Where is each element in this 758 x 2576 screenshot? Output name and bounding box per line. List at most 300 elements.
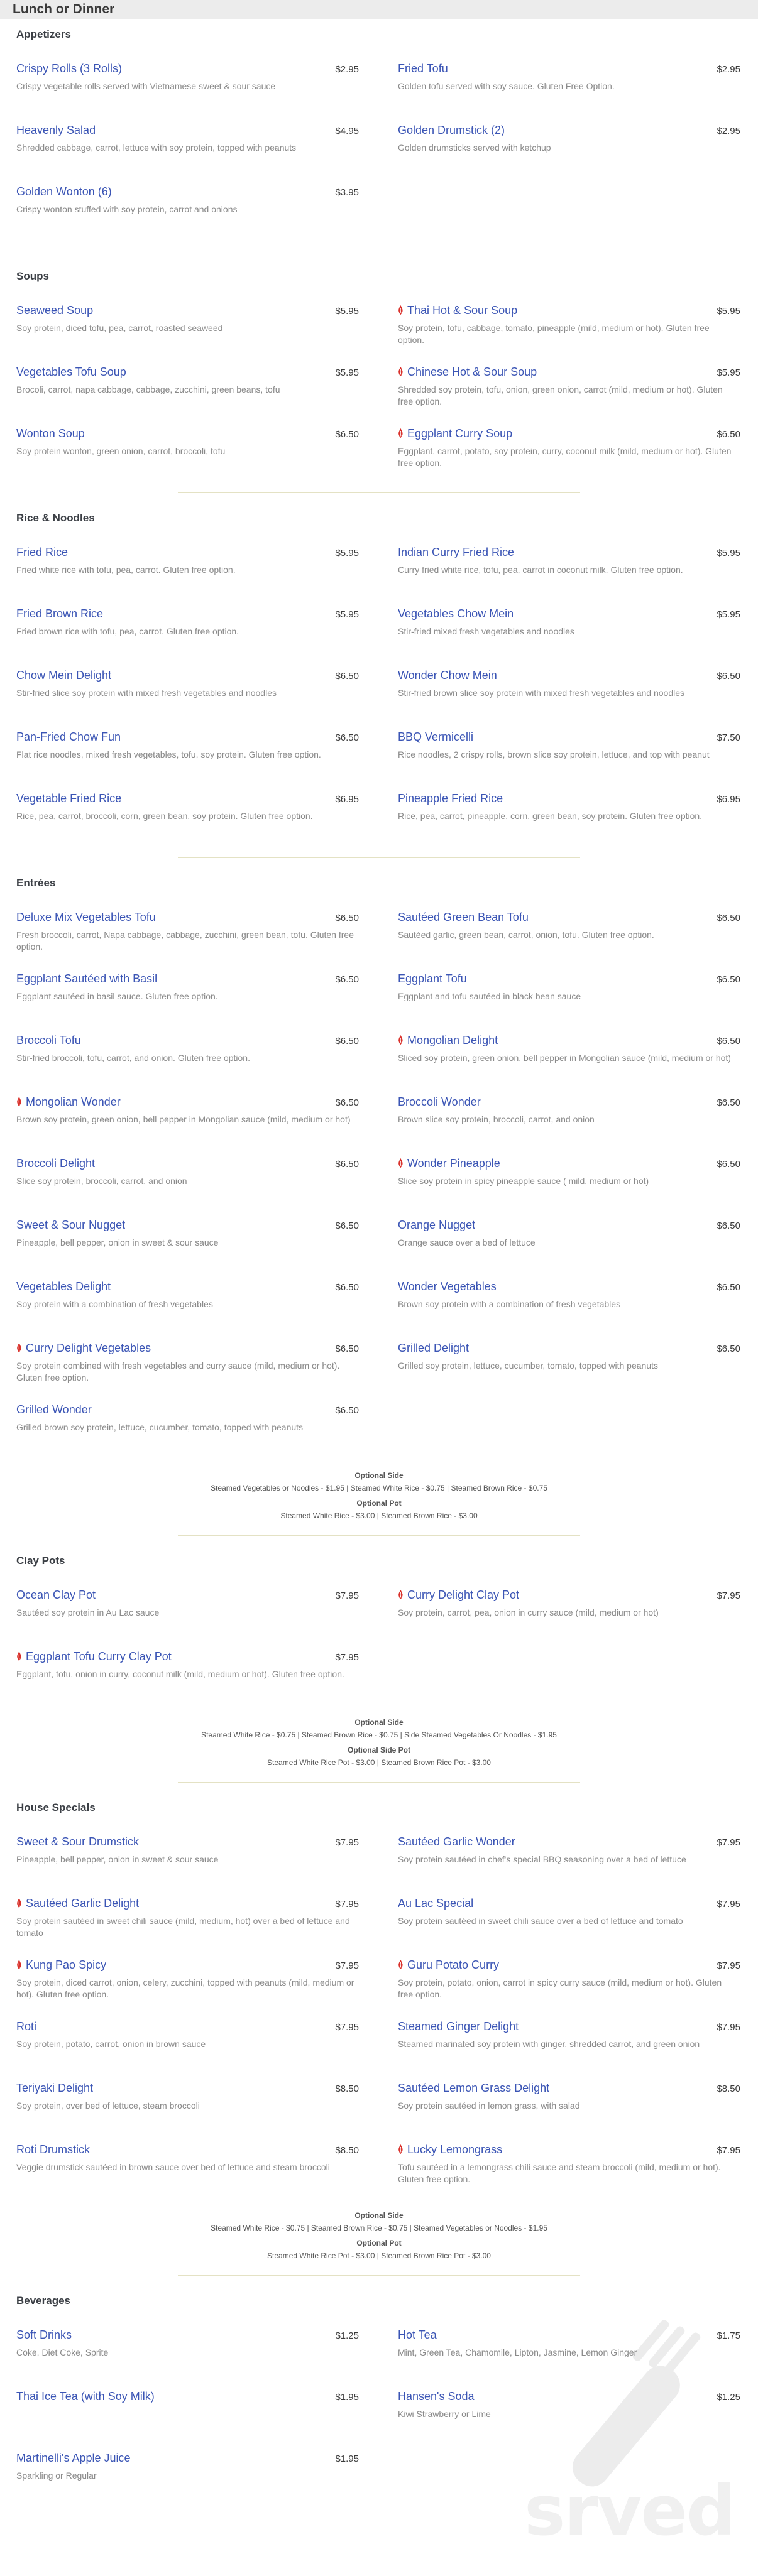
menu-item-header — [16, 669, 359, 682]
menu-item-description: Curry fried white rice, tofu, pea, carrot in coconut milk. Gluten free option. — [398, 565, 683, 575]
menu-item-header — [16, 1650, 359, 1663]
menu-item-name-wrap — [398, 546, 514, 559]
menu-item-description: Steamed marinated soy protein with ginger, shredded carrot, and green onion — [398, 2039, 700, 2049]
menu-item-header — [16, 1095, 359, 1109]
menu-item-header — [398, 972, 740, 986]
section-title: House Specials — [16, 1802, 96, 1813]
menu-item-price: $7.95 — [335, 1652, 359, 1663]
menu-item-price: $2.95 — [717, 126, 740, 136]
menu-item — [16, 1219, 360, 1280]
menu-item-name-wrap — [16, 304, 93, 317]
menu-item-name-wrap — [16, 546, 68, 559]
menu-item-header — [16, 2020, 359, 2033]
menu-item-header — [398, 2390, 740, 2403]
menu-item-header — [16, 2082, 359, 2095]
menu-item-header — [16, 2390, 359, 2403]
menu-item-header — [16, 1959, 359, 1972]
menu-item-name: Chinese Hot & Sour Soup — [407, 366, 537, 378]
menu-item-name: Fried Brown Rice — [16, 607, 104, 620]
menu-item-name: Broccoli Tofu — [16, 1034, 81, 1046]
menu-item-price: $7.50 — [717, 732, 740, 743]
menu-item-price: $7.95 — [717, 1960, 740, 1971]
menu-item-name-wrap — [16, 911, 156, 924]
menu-item-price: $6.50 — [717, 974, 740, 985]
menu-item-name: Vegetables Chow Mein — [398, 607, 514, 620]
menu-item — [398, 1034, 742, 1095]
menu-item-header — [16, 2452, 359, 2465]
menu-item-header — [398, 1219, 740, 1232]
section-divider-wrap — [16, 247, 742, 260]
menu-item-header — [398, 1897, 740, 1910]
menu-item-description: Flat rice noodles, mixed fresh vegetables, tofu, soy protein. Gluten free option. — [16, 749, 321, 759]
menu-item — [16, 2143, 360, 2205]
menu-item-price: $5.95 — [335, 609, 359, 620]
menu-item-price: $6.50 — [717, 1159, 740, 1170]
menu-item-header — [16, 972, 359, 986]
menu-item — [16, 546, 360, 607]
menu-item-name: Heavenly Salad — [16, 124, 96, 136]
menu-item-description: Tofu sautéed in a lemongrass chili sauce and steam broccoli (mild, medium or hot). Gluten free option. — [398, 2162, 721, 2184]
menu-item — [16, 607, 360, 669]
menu-item-header — [16, 1835, 359, 1849]
chili-pepper-icon — [398, 1590, 404, 1599]
menu-item-description: Soy protein with a combination of fresh vegetables — [16, 1299, 213, 1309]
menu-item-header — [16, 2329, 359, 2342]
menu-item-description: Soy protein sautéed in sweet chili sauce (mild, medium, hot) over a bed of lettuce and tomato — [16, 1916, 350, 1938]
menu-item-price: $6.50 — [717, 429, 740, 440]
menu-item — [398, 1897, 742, 1959]
menu-item-price: $1.75 — [717, 2330, 740, 2341]
section-title: Rice & Noodles — [16, 512, 95, 524]
menu-item-price: $6.50 — [717, 1097, 740, 1108]
menu-item-price: $6.50 — [717, 1036, 740, 1046]
menu-item-description: Eggplant and tofu sautéed in black bean sauce — [398, 991, 581, 1001]
menu-item — [398, 2329, 742, 2390]
menu-item-price: $5.95 — [717, 548, 740, 558]
menu-item-name: Fried Tofu — [398, 62, 448, 75]
menu-item-name-wrap — [16, 1589, 96, 1602]
menu-item-name: Wonton Soup — [16, 427, 85, 440]
chili-pepper-icon — [398, 428, 404, 438]
menu-item — [16, 124, 360, 185]
menu-item — [398, 1589, 742, 1650]
chili-pepper-icon — [398, 305, 404, 315]
menu-item — [398, 1342, 742, 1403]
menu-item — [16, 366, 360, 427]
menu-item — [16, 1589, 360, 1650]
menu-item-description: Soy protein combined with fresh vegetables and curry sauce (mild, medium or hot). Gluten free option. — [16, 1361, 340, 1383]
menu-item — [16, 1403, 360, 1465]
menu-item — [398, 124, 742, 185]
menu-item-description: Soy protein, tofu, cabbage, tomato, pineapple (mild, medium or hot). Gluten free option. — [398, 323, 710, 345]
menu-item-price: $6.50 — [717, 1344, 740, 1354]
menu-item-name: Lucky Lemongrass — [407, 2143, 503, 2156]
menu-title: Lunch or Dinner — [13, 2, 115, 16]
menu-item-name: Wonder Vegetables — [398, 1280, 497, 1293]
menu-item-price: $5.95 — [335, 306, 359, 317]
menu-item — [16, 427, 360, 489]
menu-item — [16, 669, 360, 731]
menu-item — [398, 669, 742, 731]
menu-section — [16, 1555, 742, 1791]
menu-item-name: Hot Tea — [398, 2329, 437, 2341]
menu-item — [16, 2390, 360, 2452]
menu-item — [16, 1650, 360, 1712]
menu-item — [398, 2020, 742, 2082]
menu-item — [398, 1095, 742, 1157]
menu-item-name-wrap — [16, 972, 157, 986]
menu-item — [398, 1219, 742, 1280]
menu-item-header — [398, 1589, 740, 1602]
menu-section — [16, 512, 742, 867]
menu-item-header — [398, 304, 740, 317]
menu-items-grid — [16, 1589, 742, 1712]
section-notes — [16, 1718, 742, 1767]
section-divider — [178, 857, 580, 858]
menu-item-name-wrap — [16, 1650, 172, 1663]
menu-item — [16, 731, 360, 792]
menu-item-header — [398, 792, 740, 805]
menu-item-description: Pineapple, bell pepper, onion in sweet & sour sauce — [16, 1237, 219, 1247]
menu-item-price: $6.50 — [335, 1220, 359, 1231]
menu-item-name-wrap — [16, 2143, 90, 2156]
menu-item — [16, 1034, 360, 1095]
menu-item-price: $8.50 — [717, 2084, 740, 2094]
menu-item-header — [16, 185, 359, 198]
menu-item-description: Soy protein sautéed in chef's special BBQ seasoning over a bed of lettuce — [398, 1854, 686, 1864]
menu-item-description: Pineapple, bell pepper, onion in sweet & sour sauce — [16, 1854, 219, 1864]
note-text: Steamed Vegetables or Noodles - $1.95 | Steamed White Rice - $0.75 | Steamed Brown Rice - $0.75 — [211, 1484, 547, 1492]
menu-item — [398, 1959, 742, 2020]
menu-item-price: $1.25 — [717, 2392, 740, 2403]
menu-item-description: Crispy wonton stuffed with soy protein, carrot and onions — [16, 204, 238, 214]
section-title: Beverages — [16, 2295, 71, 2307]
menu-item-description: Sparkling or Regular — [16, 2470, 97, 2481]
chili-pepper-icon — [16, 1097, 22, 1106]
menu-item-name-wrap — [398, 1835, 515, 1849]
menu-item-name-wrap — [398, 366, 537, 379]
menu-section — [16, 877, 742, 1545]
note-title: Optional Pot — [356, 1499, 402, 1508]
menu-item-header — [398, 731, 740, 744]
section-divider — [178, 2275, 580, 2276]
menu-item — [398, 2143, 742, 2205]
menu-item-price: $2.95 — [717, 64, 740, 75]
menu-item-header — [398, 1034, 740, 1047]
menu-item — [398, 1280, 742, 1342]
menu-item-price: $5.95 — [335, 548, 359, 558]
menu-item-name-wrap — [398, 972, 467, 986]
menu-item-description: Kiwi Strawberry or Lime — [398, 2409, 491, 2419]
menu-item-price: $1.95 — [335, 2454, 359, 2464]
menu-item-name: Vegetables Delight — [16, 1280, 111, 1293]
menu-item-price: $4.95 — [335, 126, 359, 136]
menu-item-name: BBQ Vermicelli — [398, 731, 474, 743]
menu-item-price: $6.50 — [335, 732, 359, 743]
menu-item-price: $6.50 — [717, 913, 740, 923]
menu-item-name-wrap — [398, 2329, 437, 2342]
menu-item-header — [16, 124, 359, 137]
menu-item-name-wrap — [16, 427, 85, 440]
menu-item — [398, 607, 742, 669]
menu-item-description: Soy protein, over bed of lettuce, steam broccoli — [16, 2100, 200, 2111]
menu-item-header — [16, 792, 359, 805]
menu-item-name: Sautéed Lemon Grass Delight — [398, 2082, 550, 2094]
menu-item-name-wrap — [398, 1959, 499, 1972]
menu-item-name-wrap — [398, 1219, 475, 1232]
menu-item-name: Sautéed Garlic Wonder — [398, 1835, 515, 1848]
menu-item-name: Kung Pao Spicy — [26, 1959, 107, 1971]
menu-item-header — [16, 1280, 359, 1293]
menu-item-price: $5.95 — [717, 609, 740, 620]
menu-item-name-wrap — [16, 62, 122, 75]
menu-item-name: Eggplant Tofu Curry Clay Pot — [26, 1650, 172, 1663]
menu-item-name: Broccoli Wonder — [398, 1095, 481, 1108]
menu-item-description: Slice soy protein in spicy pineapple sauce ( mild, medium or hot) — [398, 1176, 649, 1186]
menu-item-header — [16, 1589, 359, 1602]
menu-item-price: $7.95 — [717, 2022, 740, 2033]
menu-item-name-wrap — [16, 366, 126, 379]
menu-item-name-wrap — [398, 607, 514, 621]
menu-item-description: Orange sauce over a bed of lettuce — [398, 1237, 536, 1247]
menu-item-price: $7.95 — [717, 1899, 740, 1910]
menu-item-name-wrap — [398, 1589, 519, 1602]
note-text: Steamed White Rice - $0.75 | Steamed Brown Rice - $0.75 | Steamed Vegetables or Noodles - $1.95 — [211, 2224, 547, 2232]
menu-item-header — [398, 1157, 740, 1170]
menu-items-grid — [16, 911, 742, 1465]
menu-item-price: $6.50 — [335, 1405, 359, 1416]
menu-item-header — [16, 1342, 359, 1355]
menu-item-price: $6.50 — [335, 974, 359, 985]
menu-item-name-wrap — [398, 62, 448, 75]
menu-item-description: Grilled soy protein, lettuce, cucumber, tomato, topped with peanuts — [398, 1361, 659, 1371]
menu-item — [398, 546, 742, 607]
menu-item-description: Stir-fried brown slice soy protein with mixed fresh vegetables and noodles — [398, 688, 685, 698]
menu-item-name: Thai Hot & Sour Soup — [407, 304, 518, 317]
menu-item-header — [398, 1342, 740, 1355]
menu-item-header — [398, 1959, 740, 1972]
section-divider-wrap — [16, 2271, 742, 2285]
note-text: Steamed White Rice Pot - $3.00 | Steamed Brown Rice Pot - $3.00 — [267, 1758, 491, 1767]
menu-item-description: Slice soy protein, broccoli, carrot, and onion — [16, 1176, 187, 1186]
menu-item-name-wrap — [16, 2020, 36, 2033]
menu-item-header — [398, 2020, 740, 2033]
menu-item-price: $6.50 — [335, 1159, 359, 1170]
menu-item-header — [398, 62, 740, 75]
section-divider-wrap — [16, 489, 742, 502]
chili-pepper-icon — [398, 2144, 404, 2154]
menu-item-price: $6.50 — [717, 1220, 740, 1231]
menu-item-name-wrap — [16, 792, 121, 805]
menu-section — [16, 2295, 742, 2513]
chili-pepper-icon — [16, 1651, 22, 1661]
menu-item-description: Soy protein, potato, carrot, onion in brown sauce — [16, 2039, 206, 2049]
menu-item-header — [16, 427, 359, 440]
menu-item-name-wrap — [398, 911, 529, 924]
menu-item-description: Rice noodles, 2 crispy rolls, brown slice soy protein, lettuce, and top with peanut — [398, 749, 710, 759]
menu-item-price: $7.95 — [335, 1837, 359, 1848]
menu-item — [16, 1897, 360, 1959]
menu-item-name-wrap — [398, 1095, 481, 1109]
menu-item-name: Mongolian Delight — [407, 1034, 498, 1046]
menu-item — [16, 2452, 360, 2513]
menu-item-header — [398, 2143, 740, 2156]
menu-item-header — [398, 2082, 740, 2095]
menu-item-name: Ocean Clay Pot — [16, 1589, 96, 1601]
note-text: Steamed White Rice - $0.75 | Steamed Brown Rice - $0.75 | Side Steamed Vegetables Or Noodles - $1.95 — [201, 1731, 557, 1739]
menu-item-name: Grilled Wonder — [16, 1403, 92, 1416]
menu-item-price: $6.50 — [717, 671, 740, 682]
menu-item-description: Mint, Green Tea, Chamomile, Lipton, Jasmine, Lemon Ginger — [398, 2347, 637, 2357]
menu-item-name: Seaweed Soup — [16, 304, 94, 317]
menu-item-description: Brown soy protein, green onion, bell pepper in Mongolian sauce (mild, medium or hot) — [16, 1114, 351, 1124]
menu-item-name: Au Lac Special — [398, 1897, 474, 1910]
menu-section — [16, 270, 742, 502]
menu-item-name: Curry Delight Vegetables — [26, 1342, 151, 1354]
menu-item-name-wrap — [16, 731, 121, 744]
menu-item-header — [398, 124, 740, 137]
menu-item-header — [16, 1897, 359, 1910]
menu-item-name: Vegetables Tofu Soup — [16, 366, 126, 378]
menu-item — [16, 2329, 360, 2390]
menu-item-price: $6.50 — [335, 1282, 359, 1293]
menu-item-header — [16, 546, 359, 559]
section-divider-wrap — [16, 1778, 742, 1791]
menu-item-name-wrap — [16, 1280, 111, 1293]
menu-item — [16, 911, 360, 972]
menu-item-name: Vegetable Fried Rice — [16, 792, 122, 805]
menu-item-description: Grilled brown soy protein, lettuce, cucumber, tomato, topped with peanuts — [16, 1422, 304, 1432]
menu-item — [16, 2082, 360, 2143]
menu-item-name-wrap — [16, 1095, 121, 1109]
menu-item-description: Stir-fried broccoli, tofu, carrot, and onion. Gluten free option. — [16, 1053, 250, 1063]
menu-item-name: Steamed Ginger Delight — [398, 2020, 519, 2033]
chili-pepper-icon — [16, 1343, 22, 1352]
menu-item-description: Stir-fried mixed fresh vegetables and noodles — [398, 626, 574, 636]
menu-item-name-wrap — [16, 607, 103, 621]
menu-item-description: Brown soy protein with a combination of fresh vegetables — [398, 1299, 621, 1309]
menu-item-name-wrap — [398, 304, 517, 317]
menu-item-description: Veggie drumstick sautéed in brown sauce over bed of lettuce and steam broccoli — [16, 2162, 330, 2172]
menu-item-description: Shredded cabbage, carrot, lettuce with soy protein, topped with peanuts — [16, 143, 297, 153]
menu-item-name: Orange Nugget — [398, 1219, 476, 1231]
menu-item-description: Coke, Diet Coke, Sprite — [16, 2347, 109, 2357]
menu-item-header — [398, 427, 740, 440]
menu-item — [16, 1959, 360, 2020]
note-text: Steamed White Rice Pot - $3.00 | Steamed Brown Rice Pot - $3.00 — [267, 2251, 491, 2260]
menu-item-name-wrap — [16, 2082, 93, 2095]
menu-item-name-wrap — [398, 1280, 497, 1293]
chili-pepper-icon — [398, 367, 404, 376]
menu-item-description: Sautéed garlic, green bean, carrot, onion, tofu. Gluten free option. — [398, 930, 654, 940]
section-divider-wrap — [16, 1531, 742, 1545]
menu-item — [16, 1835, 360, 1897]
chili-pepper-icon — [398, 1960, 404, 1969]
menu-item-name: Teriyaki Delight — [16, 2082, 94, 2094]
menu-item-name: Roti — [16, 2020, 37, 2033]
menu-item-name: Thai Ice Tea (with Soy Milk) — [16, 2390, 155, 2403]
menu-item — [398, 2390, 742, 2452]
menu-item-price: $7.95 — [335, 1960, 359, 1971]
section-divider — [178, 1782, 580, 1783]
menu-item-header — [398, 366, 740, 379]
menu-item-name: Indian Curry Fried Rice — [398, 546, 515, 558]
chili-pepper-icon — [398, 1158, 404, 1168]
section-divider — [178, 492, 580, 493]
menu-item-price: $7.95 — [335, 1590, 359, 1601]
menu-item-header — [398, 911, 740, 924]
menu-item — [16, 1095, 360, 1157]
menu-item-price: $5.95 — [717, 306, 740, 317]
note-title: Optional Pot — [356, 2239, 402, 2247]
menu-item-header — [16, 911, 359, 924]
menu-item — [398, 972, 742, 1034]
menu-item-name-wrap — [16, 669, 111, 682]
menu-item-name-wrap — [398, 669, 497, 682]
menu-item-name-wrap — [16, 2452, 131, 2465]
menu-item — [16, 1280, 360, 1342]
menu-item-description: Soy protein, diced carrot, onion, celery, zucchini, topped with peanuts (mild, medium or hot). Gluten free option. — [16, 1977, 354, 1999]
menu-item-name-wrap — [398, 792, 503, 805]
menu-item-description: Fried brown rice with tofu, pea, carrot. Gluten free option. — [16, 626, 239, 636]
menu-item-name: Golden Wonton (6) — [16, 185, 112, 198]
note-title: Optional Side — [354, 1471, 404, 1480]
menu-item-name: Roti Drumstick — [16, 2143, 91, 2156]
menu-items-grid — [16, 62, 742, 247]
menu-items-grid — [16, 1835, 742, 2205]
section-title: Clay Pots — [16, 1555, 65, 1567]
menu-item-price: $7.95 — [335, 1899, 359, 1910]
menu-item-price: $6.50 — [335, 671, 359, 682]
menu-item-name: Pan-Fried Chow Fun — [16, 731, 121, 743]
menu-item-name: Chow Mein Delight — [16, 669, 112, 682]
watermark-text: srved — [524, 2470, 735, 2551]
section-notes — [16, 2211, 742, 2260]
menu-item-price: $7.95 — [717, 2145, 740, 2156]
menu-item-name-wrap — [398, 1897, 473, 1910]
menu-item-description: Eggplant sautéed in basil sauce. Gluten free option. — [16, 991, 218, 1001]
menu-item-name-wrap — [16, 1897, 139, 1910]
menu-item-description: Sliced soy protein, green onion, bell pepper in Mongolian sauce (mild, medium or hot) — [398, 1053, 731, 1063]
menu-item-description: Eggplant, tofu, onion in curry, coconut milk (mild, medium or hot). Gluten free option. — [16, 1669, 344, 1679]
menu-item-header — [16, 304, 359, 317]
menu-item-price: $6.50 — [335, 1036, 359, 1046]
menu-item-header — [398, 1095, 740, 1109]
menu-item-name: Soft Drinks — [16, 2329, 72, 2341]
menu-item-name: Sautéed Green Bean Tofu — [398, 911, 529, 923]
menu-item-description: Brown slice soy protein, broccoli, carrot, and onion — [398, 1114, 595, 1124]
menu-item-price: $6.50 — [335, 1344, 359, 1354]
menu-item-name-wrap — [398, 731, 473, 744]
section-title: Soups — [16, 270, 49, 282]
menu-item-description: Fresh broccoli, carrot, Napa cabbage, cabbage, zucchini, green bean, tofu. Gluten free option. — [16, 930, 354, 952]
menu-item-name: Mongolian Wonder — [26, 1095, 121, 1108]
menu-item-description: Brocoli, carrot, napa cabbage, cabbage, zucchini, green beans, tofu — [16, 384, 280, 394]
menu-item-name-wrap — [16, 1342, 151, 1355]
menu-item-price: $5.95 — [335, 367, 359, 378]
menu-item — [16, 972, 360, 1034]
menu-item-name-wrap — [398, 2143, 502, 2156]
chili-pepper-icon — [16, 1960, 22, 1969]
menu-item-name: Sweet & Sour Drumstick — [16, 1835, 140, 1848]
menu-item-description: Stir-fried slice soy protein with mixed fresh vegetables and noodles — [16, 688, 277, 698]
menu-item-name-wrap — [398, 2082, 549, 2095]
menu-item-header — [16, 1403, 359, 1416]
menu-item-header — [398, 2329, 740, 2342]
section-title: Entrées — [16, 877, 56, 889]
menu-item-header — [398, 669, 740, 682]
menu-item — [398, 366, 742, 427]
